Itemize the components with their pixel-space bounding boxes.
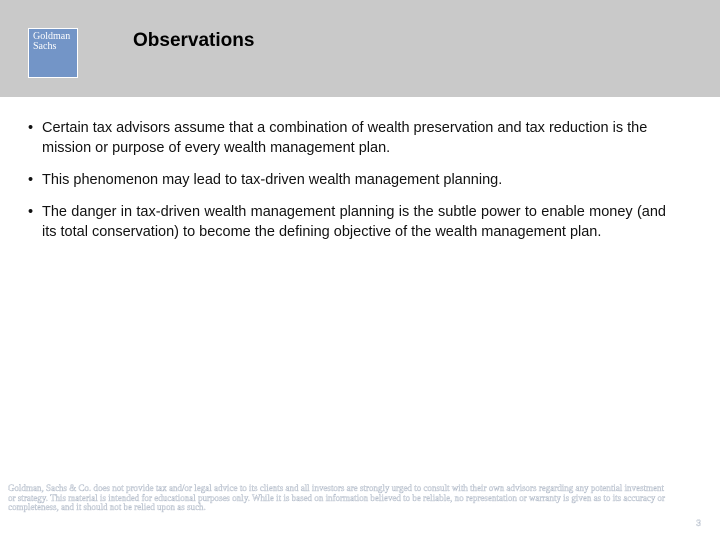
page-number: 3 (696, 518, 702, 528)
bullet-text: Certain tax advisors assume that a combination of wealth preservation and tax reduction is the mission or purpose of every wealth management plan. (42, 120, 648, 156)
bullet-dot: • (28, 204, 34, 220)
bullet-item (28, 170, 666, 190)
bullet-text: The danger in tax-driven wealth management planning is the subtle power to enable money (and its total conservation) to become the defining objective of the wealth management plan. (42, 204, 666, 240)
slide-title: Observations (133, 30, 255, 51)
bullet-dot: • (28, 172, 34, 188)
footer-disclaimer: Goldman, Sachs & Co. does not provide tax and/or legal advice to its clients and all investors are strongly urged to consult with their own advisors regarding any potential investment or strategy. This material is intended for educational purposes only. While it is based on information believed to be reliable, no representation or warranty is given as to its accuracy or completeness, and it should not be relied upon as such. (8, 483, 666, 512)
bullet-item (28, 202, 666, 242)
bullet-list (28, 118, 666, 254)
goldman-sachs-logo (28, 28, 78, 78)
bullet-item (28, 118, 666, 158)
bullet-dot: • (28, 120, 34, 136)
logo-line-2: Sachs (33, 41, 57, 52)
bullet-text: This phenomenon may lead to tax-driven wealth management planning. (42, 172, 503, 188)
logo-line-1: Goldman (33, 31, 71, 42)
header-band (0, 0, 720, 97)
